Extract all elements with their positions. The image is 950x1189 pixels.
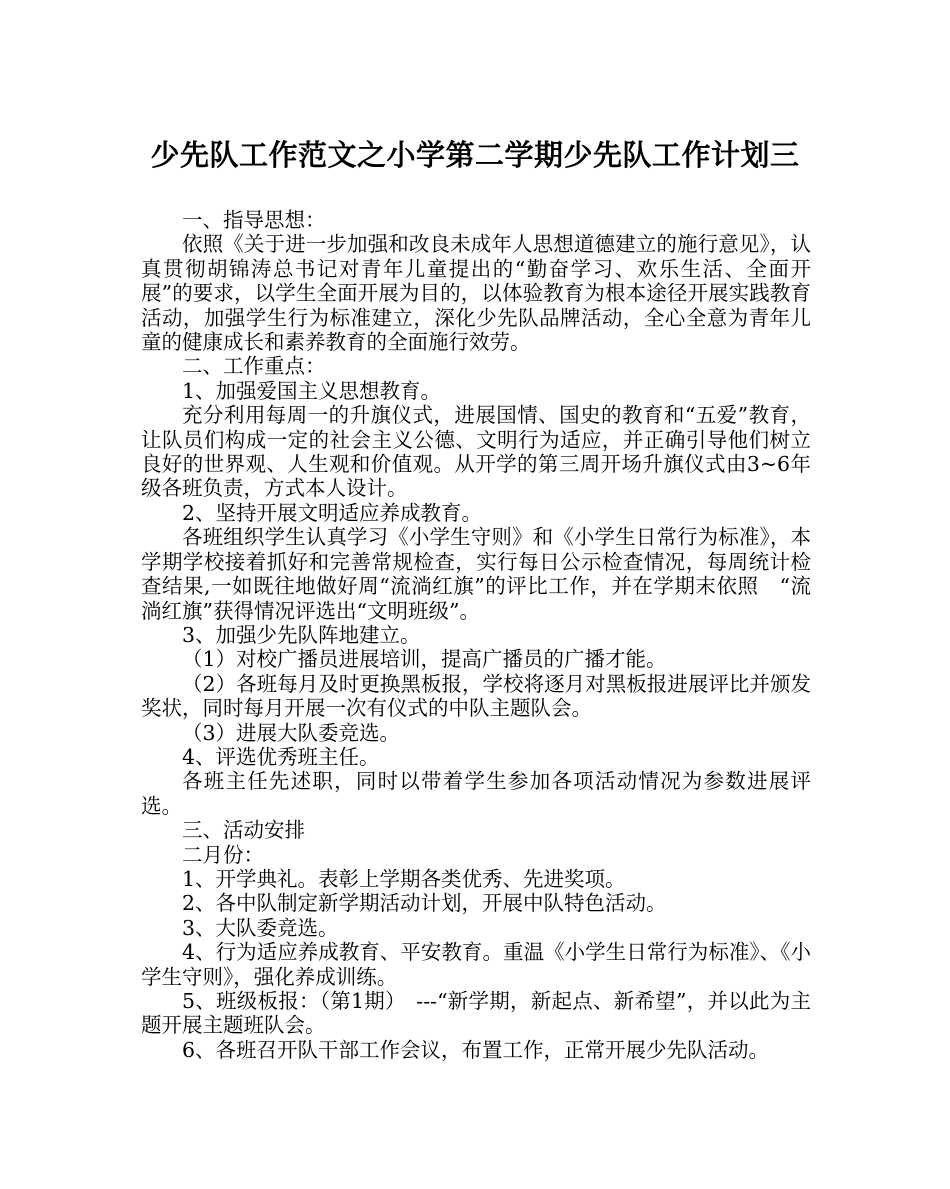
activity-item-1: 1、开学典礼。表彰上学期各类优秀、先进奖项。 — [182, 866, 626, 891]
document-title: 少先队工作范文之小学第二学期少先队工作计划三 — [150, 138, 800, 172]
item-excellent-teacher: 4、评选优秀班主任。 — [182, 744, 380, 769]
activity-item-5: 5、班级板报：（第1期） ---“新学期，新起点、新希望”，并以此为主题开展主题班队会。 — [141, 989, 811, 1038]
heading-work-focus: 二、工作重点： — [182, 354, 326, 379]
paragraph-civilized-habits: 各班组织学生认真学习《小学生守则》和《小学生日常行为标准》，本学期学校接着抓好和完善常规检查，实行每日公示检查情况，每周统计检查结果,一如既往地做好周“流淌红旗”的评比工作，并在学期末依照 “流淌红旗”获得情况评选出“文明班级”。 — [141, 525, 811, 623]
document-body — [141, 208, 811, 1062]
item-team-positions: 3、加强少先队阵地建立。 — [182, 622, 421, 647]
activity-item-6: 6、各班召开队干部工作会议，布置工作，正常开展少先队活动。 — [182, 1037, 770, 1062]
paragraph-guiding-ideology: 依照《关于进一步加强和改良未成年人思想道德建立的施行意见》，认真贯彻胡锦涛总书记对青年儿童提出的“勤奋学习、欢乐生活、全面开展”的要求，以学生全面开展为目的，以体验教育为根本途径开展实践教育活动，加强学生行为标准建立，深化少先队品牌活动，全心全意为青年儿童的健康成长和素养教育的全面施行效劳。 — [141, 232, 811, 355]
item-patriotism: 1、加强爱国主义思想教育。 — [182, 378, 442, 403]
activity-item-3: 3、大队委竞选。 — [182, 915, 339, 940]
subitem-broadcaster-training: （1）对校广播员进展培训，提高广播员的广播才能。 — [182, 647, 667, 672]
heading-activity-plan: 三、活动安排 — [182, 818, 305, 843]
heading-guiding-ideology: 一、指导思想： — [182, 208, 326, 232]
paragraph-flag-ceremony: 充分利用每周一的升旗仪式，进展国情、国史的教育和“五爱”教育，让队员们构成一定的社会主义公德、文明行为适应，并正确引导他们树立良好的世界观、人生观和价值观。从开学的第三周开场升旗仪式由3~6年级各班负责，方式本人设计。 — [141, 403, 811, 501]
heading-february: 二月份： — [182, 842, 264, 867]
subitem-committee-election: （3）进展大队委竞选。 — [182, 720, 401, 745]
activity-item-4: 4、行为适应养成教育、平安教育。重温《小学生日常行为标准》、《小学生守则》，强化养成训练。 — [141, 940, 811, 989]
paragraph-excellent-teacher: 各班主任先述职，同时以带着学生参加各项活动情况为参数进展评选。 — [141, 769, 811, 818]
item-civilized-habits: 2、坚持开展文明适应养成教育。 — [182, 500, 483, 525]
subitem-blackboard: （2）各班每月及时更换黑板报，学校将逐月对黑板报进展评比并颁发奖状，同时每月开展一次有仪式的中队主题队会。 — [141, 671, 811, 721]
activity-item-2: 2、各中队制定新学期活动计划，开展中队特色活动。 — [182, 891, 667, 916]
